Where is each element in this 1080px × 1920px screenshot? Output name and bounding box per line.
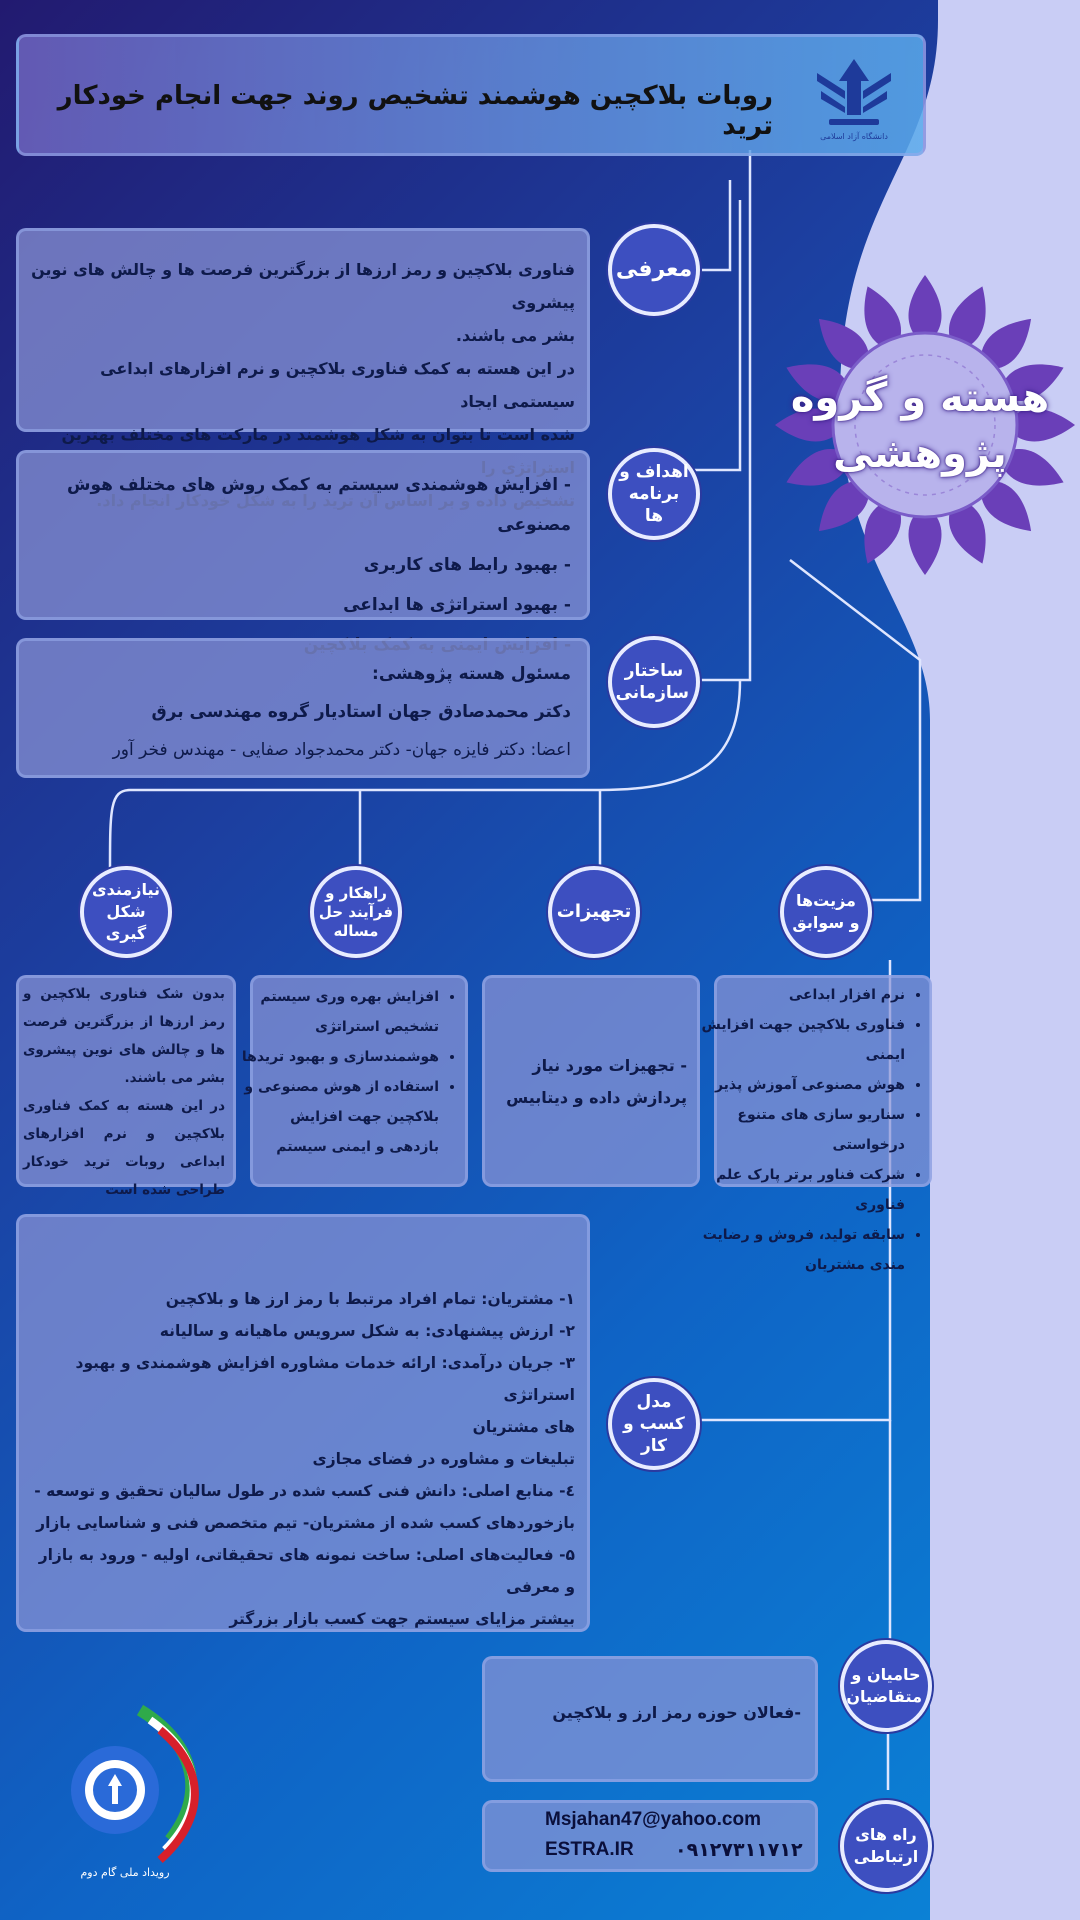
solution-item: • افزایش بهره وری سیستم تشخیص استراتژی	[239, 982, 439, 1042]
solution-item: • هوشمندسازی و بهبود تریدها	[239, 1042, 439, 1072]
anniversary-emblem-icon	[20, 1670, 230, 1890]
contact-site[interactable]: ESTRA.IR	[545, 1839, 634, 1860]
goals-list	[23, 465, 571, 665]
contact-badge: راه های ارتباطی	[840, 1800, 932, 1892]
advantage-item: • هوش مصنوعی آموزش پذیر	[699, 1070, 905, 1100]
title-bar	[16, 34, 926, 156]
structure-head-label: مسئول هسته پژوهشی:	[372, 664, 571, 684]
solutions-panel	[241, 975, 468, 1187]
structure-members: اعضا: دکتر فایزه جهان- دکتر محمدجواد صفایی - مهندس فخر آور	[112, 740, 571, 760]
business-panel	[16, 1214, 590, 1632]
goal-item: - بهبود استراتژی ها ابداعی	[343, 595, 571, 615]
intro-panel	[16, 228, 590, 444]
advantage-item: • سابقه تولید، فروش و رضایت مندی مشتریان	[699, 1220, 905, 1280]
solution-item: • استفاده از هوش مصنوعی و بلاکچین جهت افزایش بازدهی و ایمنی سیستم	[239, 1072, 439, 1162]
sponsors-text: -فعالان حوزه رمز ارز و بلاکچین	[552, 1703, 801, 1722]
advantage-item: • نرم افزار ابداعی	[699, 980, 905, 1010]
needs-text: بدون شک فناوری بلاکچین و رمز ارزها از بزرگترین فرصت ها و چالش های نوین پیشروی بشر می باشند. در این هسته به کمک فناوری بلاکچین و نرم افزارهای ابداعی روبات ترید خودکار طراحی شده است	[23, 986, 225, 1198]
goal-item: - افزایش هوشمندی سیستم به کمک روش های مختلف هوش مصنوعی	[67, 475, 571, 535]
advantages-list	[699, 980, 923, 1280]
needs-badge: نیازمندی شکل گیری	[80, 866, 172, 958]
structure-panel	[16, 638, 590, 778]
page-title: روبات بلاکچین هوشمند تشخیص روند جهت انجام خودکار ترید	[57, 81, 773, 141]
sponsors-panel	[482, 1656, 818, 1782]
structure-head-name: دکتر محمدصادق جهان استادیار گروه مهندسی برق	[151, 702, 571, 722]
goals-panel	[16, 450, 590, 620]
business-text: ۱- مشتریان: تمام افراد مرتبط با رمز ارز ها و بلاکچین ۲- ارزش پیشنهادی: به شکل سرویس ماهیانه و سالیانه ۳- جریان درآمدی: ارائه خدمات مشاوره افزایش هوشمندی و بهبود استراتژی های مشتریان تبلیغات و مشاوره در فضای مجازی ٤- منابع اصلی: دانش فنی کسب شده در طول سالیان تحقیق و توسعه - بازخوردهای کسب شده از مشتریان- تیم متخصص فنی و شناسایی بازار ۵- فعالیت‌های اصلی: ساخت نمونه های تحقیقاتی، اولیه - ورود به بازار و معرفی بیشتر مزایای سیستم جهت کسب بازار بزرگتر	[34, 1290, 575, 1628]
solutions-badge: راهکار و فرآیند حل مساله	[310, 866, 402, 958]
advantage-item: • سناریو سازی های متنوع درخواستی	[699, 1100, 905, 1160]
advantage-item: • شرکت فناور برتر پارک علم فناوری	[699, 1160, 905, 1220]
contact-panel	[482, 1800, 818, 1872]
advantages-badge: مزیت‌ها و سوابق	[780, 866, 872, 958]
intro-badge: معرفی	[608, 224, 700, 316]
goal-item: - بهبود رابط های کاربری	[363, 555, 571, 575]
equipment-panel	[482, 975, 700, 1187]
emblem-caption: رویداد ملی گام دوم	[80, 1866, 170, 1879]
contact-email[interactable]: Msjahan47@yahoo.com	[545, 1809, 761, 1830]
sponsors-badge: حامیان و متقاضیان	[840, 1640, 932, 1732]
intro-text: فناوری بلاکچین و رمز ارزها از بزرگترین فرصت ها و چالش های نوین پیشروی بشر می باشند. در این هسته به کمک فناوری بلاکچین و نرم افزارهای ابداعی سیستمی ایجاد شده است تا بتوان به شکل هوشمند در مارکت های مختلف بهترین	[31, 260, 575, 444]
needs-panel	[16, 975, 236, 1198]
advantages-panel	[701, 975, 932, 1273]
structure-text	[23, 655, 571, 769]
structure-badge: ساختار سازمانی	[608, 636, 700, 728]
business-badge: مدل کسب و کار	[608, 1378, 700, 1470]
logo-caption: دانشگاه آزاد اسلامی	[820, 132, 888, 141]
university-logo-icon	[799, 51, 909, 147]
advantage-item: • فناوری بلاکچین جهت افزایش ایمنی	[699, 1010, 905, 1070]
solutions-list	[239, 982, 457, 1162]
equipment-badge: تجهیزات	[548, 866, 640, 958]
core-title: هسته و گروه پژوهشی	[790, 375, 1050, 477]
equipment-text: - تجهیزات مورد نیاز پردازش داده و دیتابیس	[506, 1056, 687, 1107]
contact-phone[interactable]: ۰۹۱۲۷۳۱۱۷۱۲	[675, 1839, 803, 1861]
goals-badge: اهداف و برنامه ها	[608, 448, 700, 540]
